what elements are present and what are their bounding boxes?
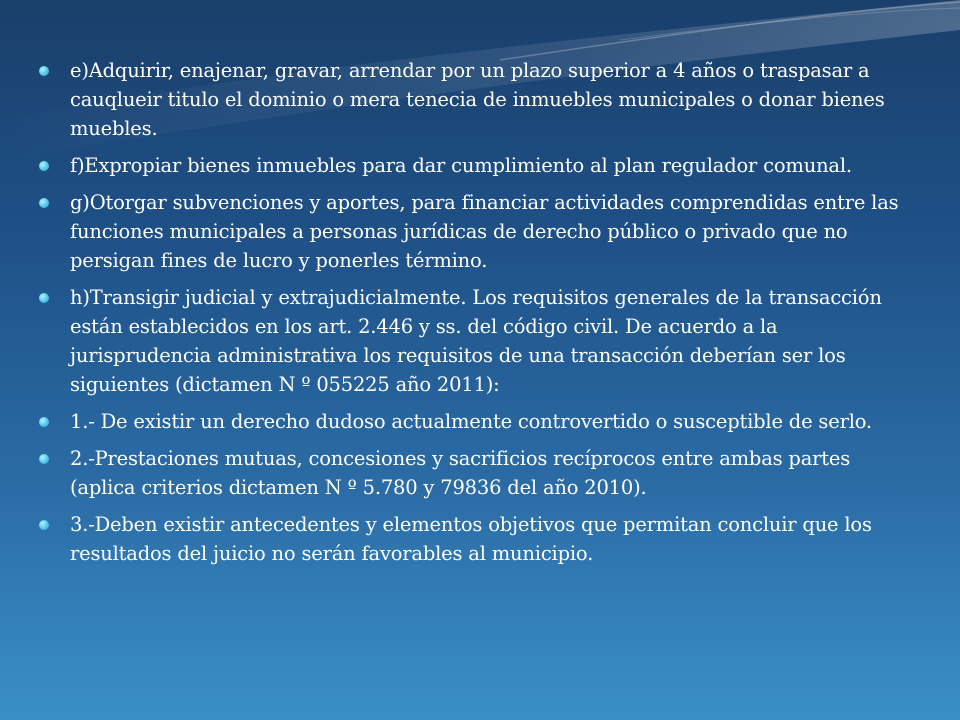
list-item-text: f)Expropiar bienes inmuebles para dar cumplimiento al plan regulador comunal. bbox=[70, 154, 852, 177]
list-item bbox=[36, 407, 916, 436]
bullet-list bbox=[36, 56, 916, 568]
circle-bullet-icon bbox=[39, 520, 49, 530]
slide-content bbox=[36, 56, 916, 576]
circle-bullet-icon bbox=[39, 198, 49, 208]
list-item bbox=[36, 283, 916, 399]
circle-bullet-icon bbox=[39, 66, 49, 76]
list-item bbox=[36, 510, 916, 568]
list-item-text: g)Otorgar subvenciones y aportes, para financiar actividades comprendidas entre las funciones municipales a personas jurídicas de derecho público o privado que no persigan fines de lucro y ponerles término. bbox=[70, 191, 899, 272]
list-item-text: 3.-Deben existir antecedentes y elementos objetivos que permitan concluir que los resultados del juicio no serán favorables al municipio. bbox=[70, 513, 872, 565]
list-item-text: e)Adquirir, enajenar, gravar, arrendar por un plazo superior a 4 años o traspasar a cauqlueir titulo el dominio o mera tenecia de inmuebles municipales o donar bienes muebles. bbox=[70, 59, 885, 140]
list-item-text: 2.-Prestaciones mutuas, concesiones y sacrificios recíprocos entre ambas partes (aplica criterios dictamen N º 5.780 y 79836 del año 2010). bbox=[70, 447, 851, 499]
circle-bullet-icon bbox=[39, 454, 49, 464]
circle-bullet-icon bbox=[39, 417, 49, 427]
list-item bbox=[36, 188, 916, 275]
circle-bullet-icon bbox=[39, 161, 49, 171]
list-item bbox=[36, 56, 916, 143]
circle-bullet-icon bbox=[39, 293, 49, 303]
list-item-text: h)Transigir judicial y extrajudicialmente. Los requisitos generales de la transacción están establecidos en los art. 2.446 y ss. del código civil. De acuerdo a la jurisprudencia administrativa los requisitos de una transacción deberían ser los siguientes (dictamen N º 055225 año 2011): bbox=[70, 286, 882, 396]
list-item bbox=[36, 151, 916, 180]
list-item bbox=[36, 444, 916, 502]
list-item-text: 1.- De existir un derecho dudoso actualmente controvertido o susceptible de serlo. bbox=[70, 410, 872, 433]
